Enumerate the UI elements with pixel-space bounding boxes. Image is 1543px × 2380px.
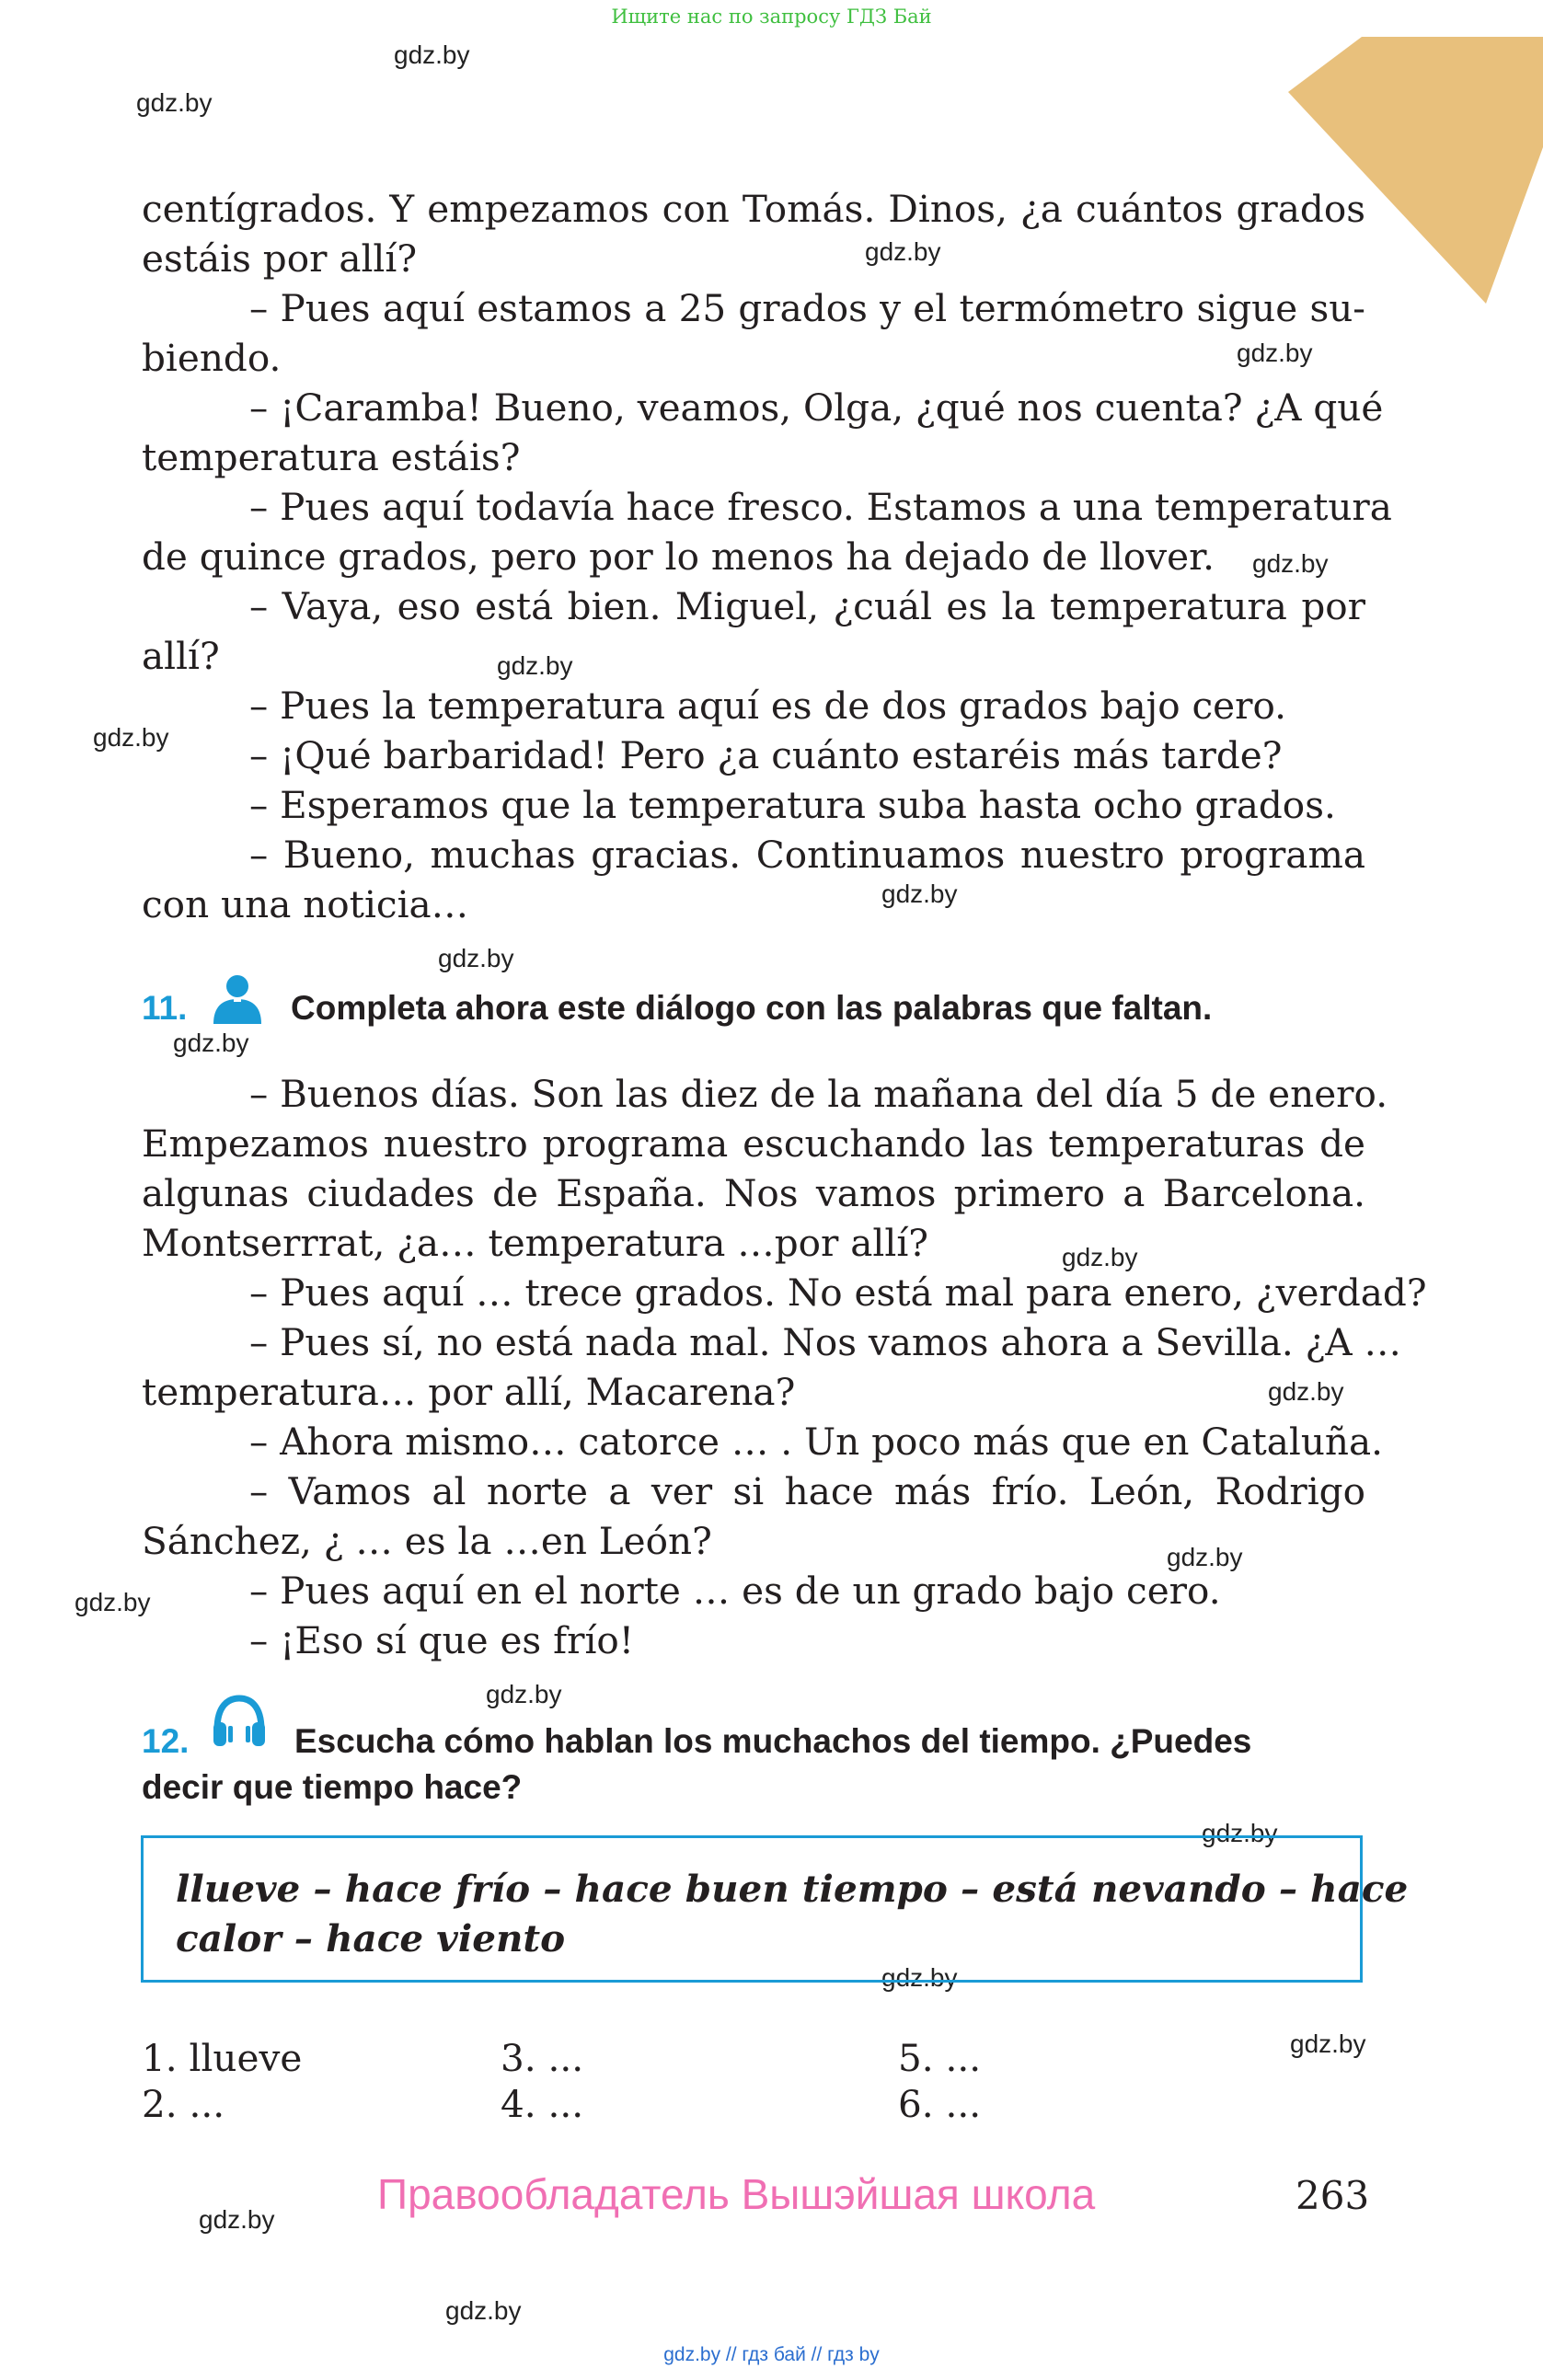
dialogue-line: – Bueno, muchas gracias. Continuamos nuestro programa: [249, 833, 1365, 877]
watermark: gdz.by: [881, 1963, 958, 1992]
watermark: gdz.by: [93, 723, 169, 752]
watermark: gdz.by: [881, 880, 958, 908]
exercise-11-line: Empezamos nuestro programa escuchando las temperaturas de: [142, 1121, 1365, 1166]
page-number: 263: [1295, 2173, 1370, 2218]
dialogue-line: biendo.: [142, 336, 282, 380]
watermark: gdz.by: [1290, 2029, 1366, 2058]
dialogue-line: – Pues aquí todavía hace fresco. Estamos a una temperatura: [249, 485, 1392, 529]
exercise-12-title-line: Escucha cómo hablan los muchachos del tiempo. ¿Puedes: [294, 1722, 1252, 1760]
exercise-11-line: Montserrrat, ¿a… temperatura …por allí?: [142, 1221, 928, 1265]
exercise-11-line: temperatura… por allí, Macarena?: [142, 1370, 796, 1414]
watermark: gdz.by: [199, 2205, 275, 2234]
watermark: gdz.by: [497, 651, 573, 680]
answer-item: 1. llueve: [142, 2036, 303, 2080]
exercise-11-line: – Pues sí, no está nada mal. Nos vamos ahora a Sevilla. ¿A …: [249, 1320, 1402, 1364]
watermark: gdz.by: [1268, 1377, 1344, 1406]
dialogue-line: – Pues aquí estamos a 25 grados y el termómetro sigue su-: [249, 286, 1365, 330]
exercise-11-line: – Pues aquí en el norte … es de un grado bajo cero.: [249, 1569, 1221, 1613]
watermark: gdz.by: [438, 944, 514, 972]
dialogue-line: temperatura estáis?: [142, 435, 521, 479]
top-banner[interactable]: Ищите нас по запросу ГДЗ Бай: [611, 6, 932, 28]
bottom-links[interactable]: gdz.by // гдз бай // гдз by: [663, 2344, 880, 2365]
exercise-11-line: algunas ciudades de España. Nos vamos primero a Barcelona.: [142, 1171, 1365, 1215]
watermark: gdz.by: [865, 237, 941, 266]
watermark: gdz.by: [173, 1029, 249, 1057]
watermark: gdz.by: [1252, 549, 1329, 578]
dialogue-line: – Vaya, eso está bien. Miguel, ¿cuál es la temperatura por: [249, 584, 1365, 628]
dialogue-line: de quince grados, pero por lo menos ha dejado de llover.: [142, 535, 1215, 579]
headphones-icon: [210, 1693, 269, 1750]
watermark: gdz.by: [1202, 1819, 1278, 1847]
watermark: gdz.by: [486, 1680, 562, 1708]
watermark: gdz.by: [445, 2296, 522, 2325]
dialogue-line: con una noticia…: [142, 882, 469, 926]
word-box-line: llueve – hace frío – hace buen tiempo – está nevando – hace: [176, 1867, 1409, 1911]
watermark: gdz.by: [1062, 1243, 1138, 1271]
watermark: gdz.by: [1237, 339, 1313, 367]
dialogue-line: allí?: [142, 634, 220, 678]
dialogue-line: – ¡Qué barbaridad! Pero ¿a cuánto estaréis más tarde?: [249, 733, 1283, 777]
exercise-11-number: 11.: [142, 989, 188, 1027]
exercise-11-line: – Vamos al norte a ver si hace más frío. León, Rodrigo: [249, 1469, 1365, 1513]
answer-item: 2. ...: [142, 2082, 225, 2126]
dialogue-line: – ¡Caramba! Bueno, veamos, Olga, ¿qué nos cuenta? ¿A qué: [249, 385, 1384, 430]
copyright-holder-notice: Правообладатель Вышэйшая школа: [377, 2170, 1096, 2218]
exercise-11-line: – Ahora mismo… catorce … . Un poco más que en Cataluña.: [249, 1420, 1384, 1464]
exercise-11-line: Sánchez, ¿ … es la …en León?: [142, 1519, 712, 1563]
answer-item: 6. ...: [898, 2082, 982, 2126]
exercise-11-line: – ¡Eso sí que es frío!: [249, 1618, 635, 1662]
watermark: gdz.by: [75, 1588, 151, 1616]
answer-item: 4. ...: [501, 2082, 584, 2126]
exercise-12-title-line: decir que tiempo hace?: [142, 1768, 523, 1806]
exercise-11-title: Completa ahora este diálogo con las palabras que faltan.: [291, 989, 1213, 1027]
exercise-11-line: – Pues aquí … trece grados. No está mal para enero, ¿verdad?: [249, 1270, 1427, 1315]
dialogue-line: – Pues la temperatura aquí es de dos grados bajo cero.: [249, 684, 1287, 728]
dialogue-line: estáis por allí?: [142, 236, 418, 281]
dialogue-line: – Esperamos que la temperatura suba hasta ocho grados.: [249, 783, 1336, 827]
watermark: gdz.by: [1167, 1543, 1243, 1571]
exercise-12-number: 12.: [142, 1722, 190, 1760]
watermark: gdz.by: [136, 88, 213, 117]
person-icon: [208, 971, 267, 1026]
answer-item: 5. ...: [898, 2036, 982, 2080]
word-box-line: calor – hace viento: [176, 1916, 566, 1960]
exercise-11-line: – Buenos días. Son las diez de la mañana del día 5 de enero.: [249, 1072, 1388, 1116]
answer-item: 3. ...: [501, 2036, 584, 2080]
dialogue-line: centígrados. Y empezamos con Tomás. Dinos, ¿a cuántos grados: [142, 187, 1365, 231]
watermark: gdz.by: [394, 40, 470, 69]
